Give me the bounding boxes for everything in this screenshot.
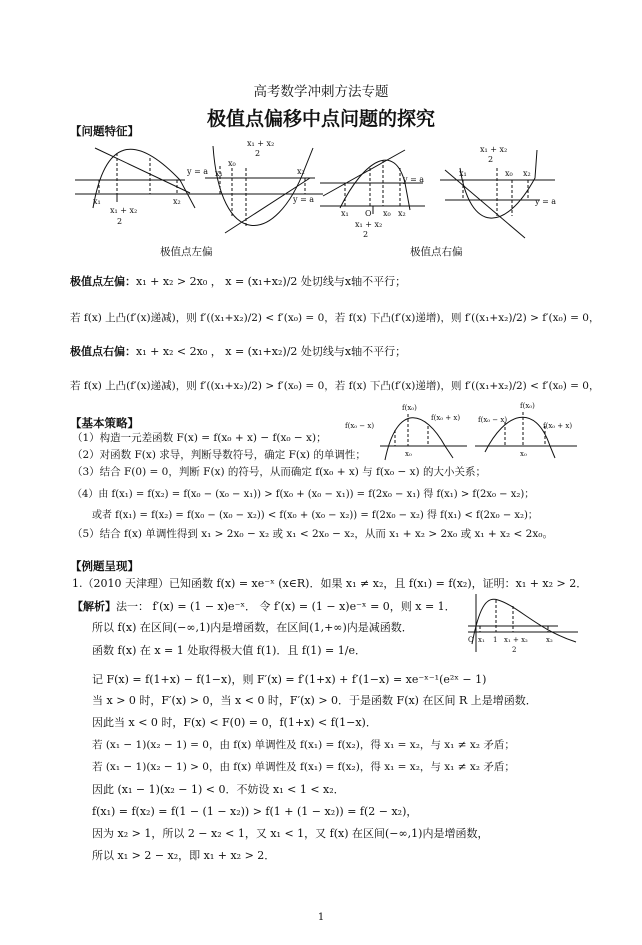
fig-x0: x₀ xyxy=(405,450,412,458)
solution-line-3: 函数 f(x) 在 x = 1 处取得极大值 f(1)．且 f(1) = 1/e． xyxy=(92,644,366,657)
label-two: 2 xyxy=(488,155,494,164)
fig-fx0-minus: f(x₀ − x) xyxy=(345,422,375,430)
example-problem: 1.（2010 天津理）已知函数 f(x) = xe⁻ˣ (x∈R)．如果 x₁ ≠ x₂，且 f(x₁) = f(x₂)，证明：x₁ + x₂ > 2． xyxy=(72,577,588,590)
caption-left-shift: 极值点左偏 xyxy=(160,246,213,258)
section-heading-examples: 【例题呈现】 xyxy=(70,559,139,573)
strategy-step-4: （4）由 f(x₁) = f(x₂) = f(x₀ − (x₀ − x₁)) > f(x₀ + (x₀ − x₁)) = f(2x₀ − x₁) 得 f(x₁) > f(2x₀ − x₂)； xyxy=(72,489,535,500)
solution-line-7: 若 (x₁ − 1)(x₂ − 1) = 0，由 f(x) 单调性及 f(x₁) = f(x₂)，得 x₁ = x₂，与 x₁ ≠ x₂ 矛盾； xyxy=(92,739,515,751)
section-heading-strategy: 【基本策略】 xyxy=(70,416,139,430)
page-number: 1 xyxy=(317,912,325,923)
label-x0: x₀ xyxy=(228,159,236,168)
fig-fx0: f(x₀) xyxy=(520,402,535,410)
label-x2: x₂ xyxy=(173,197,181,206)
label-x0: x₀ xyxy=(383,209,391,218)
left-shift-cond: x₁ + x₂ > 2x₀ ， x = (x₁+x₂)/2 处切线与x轴不平行； xyxy=(136,275,407,288)
solution-line-11: 因为 x₂ > 1，所以 2 − x₂ < 1，又 x₁ < 1，又 f(x) 在区间(−∞,1)内是增函数， xyxy=(92,827,489,840)
document-title: 极值点偏移中点问题的探究 xyxy=(206,108,435,130)
label-x2: x₂ xyxy=(523,169,531,178)
label-mid: x₁ + x₂ xyxy=(480,145,508,154)
right-shift-detail: 若 f(x) 上凸(f′(x)递减)，则 f′((x₁+x₂)/2) > f′(x₀) = 0，若 f(x) 下凸(f′(x)递增)，则 f′((x₁+x₂)/2) < f′(x₀) = 0， xyxy=(70,380,600,392)
solution-line-4: 记 F(x) = f(1+x) − f(1−x)，则 F′(x) = f′(1+x) + f′(1−x) = xe⁻ˣ⁻¹(e²ˣ − 1) xyxy=(92,673,487,686)
solution-line-1 xyxy=(72,598,456,614)
solution-line-10: f(x₁) = f(x₂) = f(1 − (1 − x₂)) > f(1 + (1 − x₂)) = f(2 − x₂)， xyxy=(92,805,418,818)
solution-line-12: 所以 x₁ > 2 − x₂，即 x₁ + x₂ > 2． xyxy=(92,849,276,862)
ex-one: 1 xyxy=(493,636,498,644)
label-x2: x₂ xyxy=(297,167,305,176)
solution-line-8: 若 (x₁ − 1)(x₂ − 1) > 0，由 f(x) 单调性及 f(x₁) = f(x₂)，得 x₁ = x₂，与 x₁ ≠ x₂ 矛盾； xyxy=(92,761,515,773)
example-graph xyxy=(458,592,583,664)
right-shift-condition xyxy=(70,343,406,359)
label-x1: x₁ xyxy=(341,209,349,218)
ex-x2: x₂ xyxy=(546,636,553,644)
label-ya: y = a xyxy=(187,167,209,176)
solution-text: 法一： f′(x) = (1 − x)e⁻ˣ． 令 f′(x) = (1 − x)e⁻ˣ = 0，则 x = 1． xyxy=(116,600,456,613)
label-ya: y = a xyxy=(535,197,557,206)
caption-right-shift: 极值点右偏 xyxy=(410,246,463,258)
strategy-step-5: （5）结合 f(x) 单调性得到 x₁ > 2x₀ − x₂ 或 x₁ < 2x₀ − x₂，从而 x₁ + x₂ > 2x₀ 或 x₁ + x₂ < 2x₀。 xyxy=(72,528,553,540)
strategy-step-4b: 或者 f(x₁) = f(x₂) = f(x₀ − (x₀ − x₂)) < f(x₀ + (x₀ − x₂)) = f(2x₀ − x₂) 得 f(x₁) < f(2x₀ − x₂)； xyxy=(92,510,538,521)
label-ya: y = a xyxy=(293,195,315,204)
label-x1: x₁ xyxy=(459,169,467,178)
solution-line-2: 所以 f(x) 在区间(−∞,1)内是增函数，在区间(1,+∞)内是减函数． xyxy=(92,621,413,634)
strategy-step-1: （1）构造一元差函数 F(x) = f(x₀ + x) − f(x₀ − x)； xyxy=(72,432,327,444)
strategy-graphs xyxy=(345,402,585,462)
document-subtitle: 高考数学冲刺方法专题 xyxy=(253,84,389,100)
section-heading-features: 【问题特征】 xyxy=(70,124,139,138)
label-x2: x₂ xyxy=(398,209,406,218)
label-two: 2 xyxy=(363,230,369,239)
ex-mid: x₁ + x₂ xyxy=(504,636,528,644)
solution-line-9: 因此 (x₁ − 1)(x₂ − 1) < 0．不妨设 x₁ < 1 < x₂． xyxy=(92,783,345,796)
solution-line-5: 当 x > 0 时，F′(x) > 0，当 x < 0 时，F′(x) > 0．于是函数 F(x) 在区间 R 上是增函数． xyxy=(92,694,537,707)
fig-fx0-minus: f(x₀ − x) xyxy=(478,416,508,424)
label-mid: x₁ + x₂ xyxy=(247,139,275,148)
label-mid: x₁ + x₂ xyxy=(110,206,138,215)
fig-fx0: f(x₀) xyxy=(402,404,417,412)
strategy-step-2: （2）对函数 F(x) 求导，判断导数符号，确定 F(x) 的单调性； xyxy=(72,449,366,461)
label-two: 2 xyxy=(117,217,123,226)
right-shift-cond: x₁ + x₂ < 2x₀ ， x = (x₁+x₂)/2 处切线与x轴不平行； xyxy=(136,345,407,358)
left-shift-condition xyxy=(70,273,406,289)
right-shift-label: 极值点右偏： xyxy=(70,345,136,358)
fig-x0: x₀ xyxy=(520,450,527,458)
label-o: O xyxy=(365,209,372,218)
label-mid: x₁ + x₂ xyxy=(355,220,383,229)
ex-two: 2 xyxy=(512,646,517,654)
label-two: 2 xyxy=(255,149,261,158)
strategy-step-3: （3）结合 F(0) = 0，判断 F(x) 的符号，从而确定 f(x₀ + x) 与 f(x₀ − x) 的大小关系； xyxy=(72,466,486,478)
fig-fx0-plus: f(x₀ + x) xyxy=(543,422,573,430)
label-ya: y = a xyxy=(403,175,425,184)
solution-line-6: 因此当 x < 0 时，F(x) < F(0) = 0，f(1+x) < f(1−x)． xyxy=(92,716,377,729)
ex-o: O xyxy=(468,636,474,644)
label-x1: x₁ xyxy=(93,197,101,206)
left-shift-detail: 若 f(x) 上凸(f′(x)递减)，则 f′((x₁+x₂)/2) < f′(x₀) = 0，若 f(x) 下凸(f′(x)递增)，则 f′((x₁+x₂)/2) > f′(x₀) = 0， xyxy=(70,312,600,324)
label-x1: x₁ xyxy=(215,169,223,178)
label-x0: x₀ xyxy=(505,169,513,178)
fig-fx0-plus: f(x₀ + x) xyxy=(431,414,461,422)
feature-graphs xyxy=(65,138,590,256)
solution-label: 【解析】 xyxy=(72,600,116,613)
left-shift-label: 极值点左偏： xyxy=(70,275,136,288)
ex-x1: x₁ xyxy=(478,636,485,644)
